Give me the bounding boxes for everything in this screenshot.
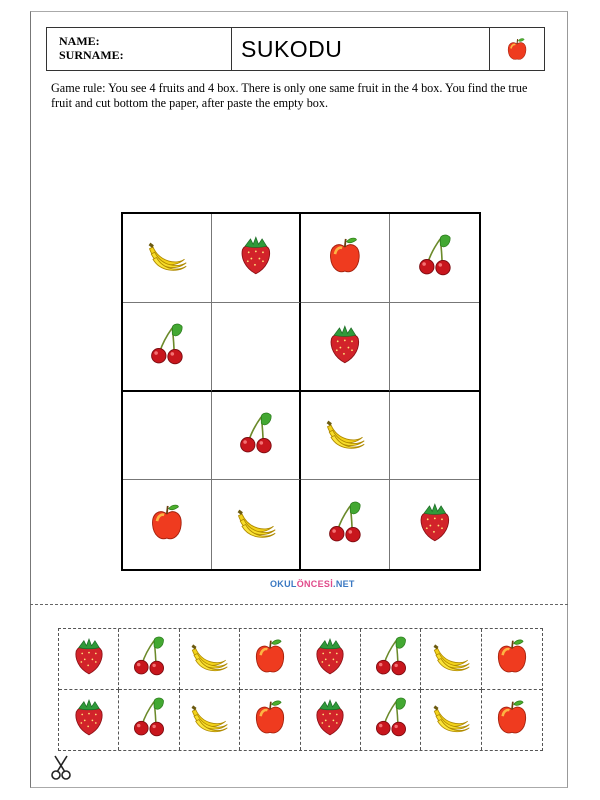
- apple-icon: [495, 697, 529, 742]
- grid-cell-strawberry: [390, 480, 479, 569]
- grid-cell-empty[interactable]: [212, 303, 301, 392]
- strawberry-icon: [327, 323, 363, 370]
- grid-cell-apple: [123, 480, 212, 569]
- apple-icon: [495, 636, 529, 681]
- grid-cell-strawberry: [212, 214, 301, 303]
- cherry-icon: [237, 412, 275, 459]
- cutout-piece-strawberry[interactable]: [59, 629, 119, 690]
- apple-icon: [253, 697, 287, 742]
- brand-part-3: .NET: [333, 579, 355, 589]
- cutout-piece-apple[interactable]: [240, 629, 300, 690]
- apple-icon: [327, 234, 363, 281]
- grid-cell-cherry: [123, 303, 212, 392]
- name-label: NAME:: [59, 34, 100, 48]
- cherry-icon: [131, 636, 167, 681]
- name-fields: [47, 28, 232, 70]
- sudoku-grid: [121, 212, 481, 571]
- cherry-icon: [326, 501, 364, 548]
- brand-part-2: ÖNCESİ: [296, 579, 334, 589]
- cutout-piece-banana[interactable]: [180, 690, 240, 751]
- apple-icon: [253, 636, 287, 681]
- scissors-icon: [50, 755, 72, 786]
- cutout-piece-cherry[interactable]: [361, 690, 421, 751]
- surname-label: SURNAME:: [59, 48, 124, 62]
- brand-logo: [270, 579, 355, 589]
- strawberry-icon: [313, 697, 347, 742]
- cherry-icon: [373, 636, 409, 681]
- cutout-piece-apple[interactable]: [482, 690, 542, 751]
- cherry-icon: [131, 697, 167, 742]
- cutout-piece-banana[interactable]: [180, 629, 240, 690]
- strawberry-icon: [313, 636, 347, 681]
- apple-icon: [149, 501, 185, 548]
- cut-line: [30, 604, 568, 605]
- cherry-icon: [416, 234, 454, 281]
- grid-cell-banana: [123, 214, 212, 303]
- strawberry-icon: [72, 636, 106, 681]
- header-apple-icon: [490, 28, 544, 70]
- cutout-piece-apple[interactable]: [482, 629, 542, 690]
- grid-cell-cherry: [301, 480, 390, 569]
- banana-icon: [235, 503, 277, 546]
- grid-cell-apple: [301, 214, 390, 303]
- grid-cell-banana: [212, 480, 301, 569]
- cutout-piece-apple[interactable]: [240, 690, 300, 751]
- grid-cell-cherry: [212, 392, 301, 481]
- cutout-piece-strawberry[interactable]: [301, 629, 361, 690]
- brand-part-1: OKUL: [270, 579, 297, 589]
- grid-cell-cherry: [390, 214, 479, 303]
- game-rule-text: Game rule: You see 4 fruits and 4 box. There is only one same fruit in the 4 box. You find the true fruit and cut bottom the paper, after paste the empty box.: [51, 81, 528, 110]
- grid-cell-banana: [301, 392, 390, 481]
- cherry-icon: [373, 697, 409, 742]
- cutout-piece-cherry[interactable]: [361, 629, 421, 690]
- banana-icon: [431, 638, 471, 679]
- grid-cell-empty[interactable]: [123, 392, 212, 481]
- strawberry-icon: [417, 501, 453, 548]
- page-title: SUKODU: [232, 28, 490, 70]
- grid-cell-empty[interactable]: [390, 303, 479, 392]
- strawberry-icon: [72, 697, 106, 742]
- cherry-icon: [148, 323, 186, 370]
- cutout-piece-cherry[interactable]: [119, 690, 179, 751]
- banana-icon: [324, 414, 366, 457]
- strawberry-icon: [238, 234, 274, 281]
- banana-icon: [189, 638, 229, 679]
- banana-icon: [189, 699, 229, 740]
- grid-cell-empty[interactable]: [390, 392, 479, 481]
- banana-icon: [431, 699, 471, 740]
- cutout-piece-cherry[interactable]: [119, 629, 179, 690]
- cutout-piece-banana[interactable]: [421, 629, 481, 690]
- cutout-piece-strawberry[interactable]: [59, 690, 119, 751]
- cutout-piece-banana[interactable]: [421, 690, 481, 751]
- header-box: [46, 27, 545, 71]
- grid-cell-strawberry: [301, 303, 390, 392]
- cutout-pieces: [58, 628, 543, 751]
- cutout-piece-strawberry[interactable]: [301, 690, 361, 751]
- banana-icon: [146, 236, 188, 279]
